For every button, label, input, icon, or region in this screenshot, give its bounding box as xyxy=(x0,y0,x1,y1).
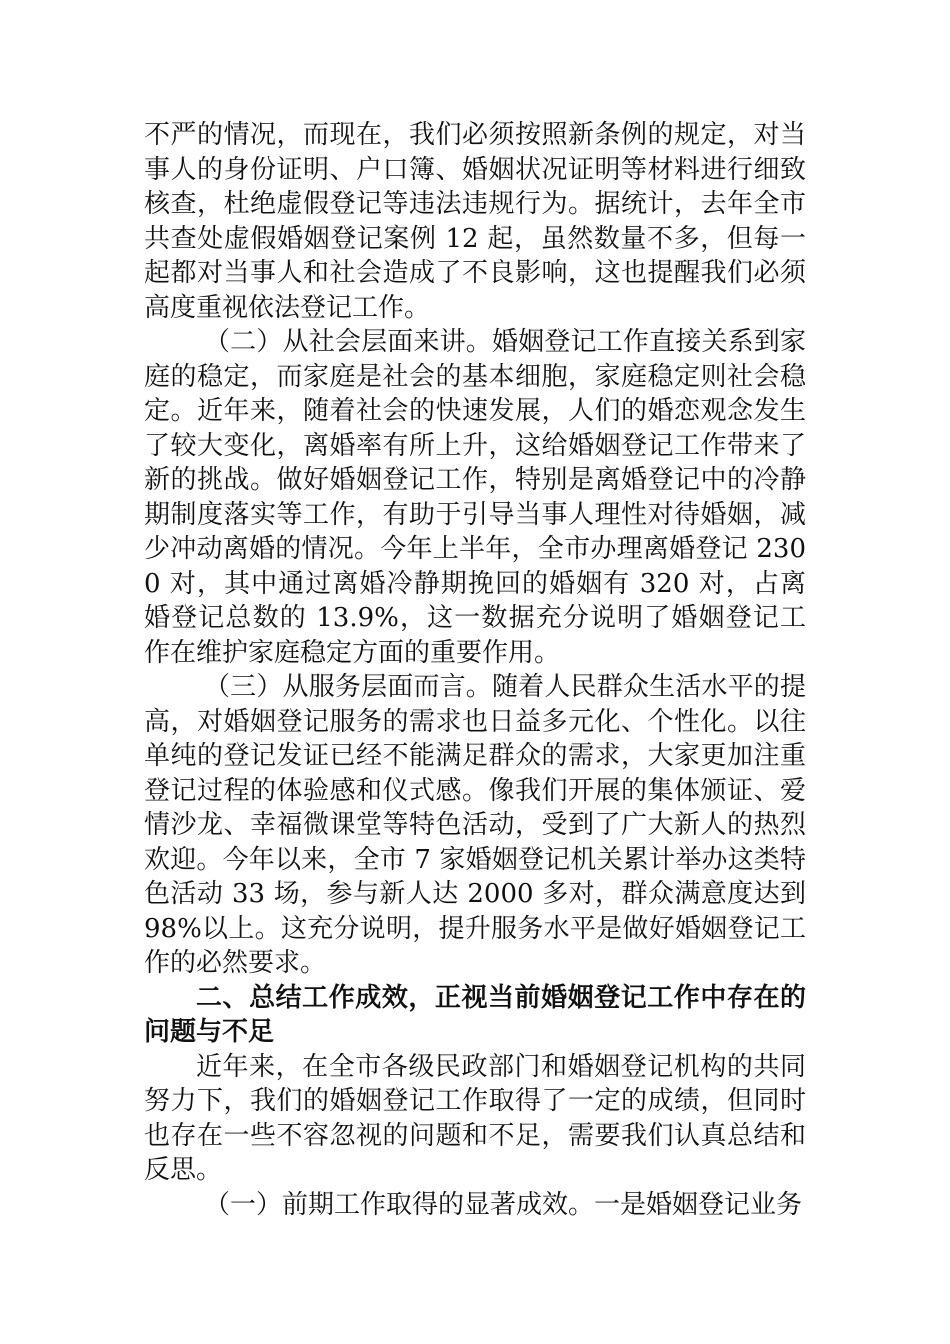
paragraph-continuation: 不严的情况，而现在，我们必须按照新条例的规定，对当事人的身份证明、户口簿、婚姻状况证明等材料进行细致核查，杜绝虚假登记等违法违规行为。据统计，去年全市共查处虚假婚姻登记案例 12 起，虽然数量不多，但每一起都对当事人和社会造成了不良影响，这也提醒我们必须高度重视依法登记工作。 xyxy=(144,120,806,323)
paragraph-achievements-start: （一）前期工作取得的显著成效。一是婚姻登记业务 xyxy=(204,1189,803,1220)
paragraph-section-intro: 近年来，在全市各级民政部门和婚姻登记机构的共同努力下，我们的婚姻登记工作取得了一定的成绩，但同时也存在一些不容忽视的问题和不足，需要我们认真总结和反思。 xyxy=(144,1051,806,1185)
section-heading-two: 二、总结工作成效，正视当前婚姻登记工作中存在的问题与不足 xyxy=(144,982,806,1047)
document-page xyxy=(144,118,806,1222)
paragraph-social-level: （二）从社会层面来讲。婚姻登记工作直接关系到家庭的稳定，而家庭是社会的基本细胞，家庭稳定则社会稳定。近年来，随着社会的快速发展，人们的婚恋观念发生了较大变化，离婚率有所上升，这给婚姻登记工作带来了新的挑战。做好婚姻登记工作，特别是离婚登记中的冷静期制度落实等工作，有助于引导当事人理性对待婚姻，减少冲动离婚的情况。今年上半年，全市办理离婚登记 2300 对，其中通过离婚冷静期挽回的婚姻有 320 对，占离婚登记总数的 13.9%，这一数据充分说明了婚姻登记工作在维护家庭稳定方面的重要作用。 xyxy=(144,327,806,668)
paragraph-service-level: （三）从服务层面而言。随着人民群众生活水平的提高，对婚姻登记服务的需求也日益多元化、个性化。以往单纯的登记发证已经不能满足群众的需求，大家更加注重登记过程的体验感和仪式感。像我们开展的集体颁证、爱情沙龙、幸福微课堂等特色活动，受到了广大新人的热烈欢迎。今年以来，全市 7 家婚姻登记机关累计举办这类特色活动 33 场，参与新人达 2000 多对，群众满意度达到 98%以上。这充分说明，提升服务水平是做好婚姻登记工作的必然要求。 xyxy=(144,672,806,978)
